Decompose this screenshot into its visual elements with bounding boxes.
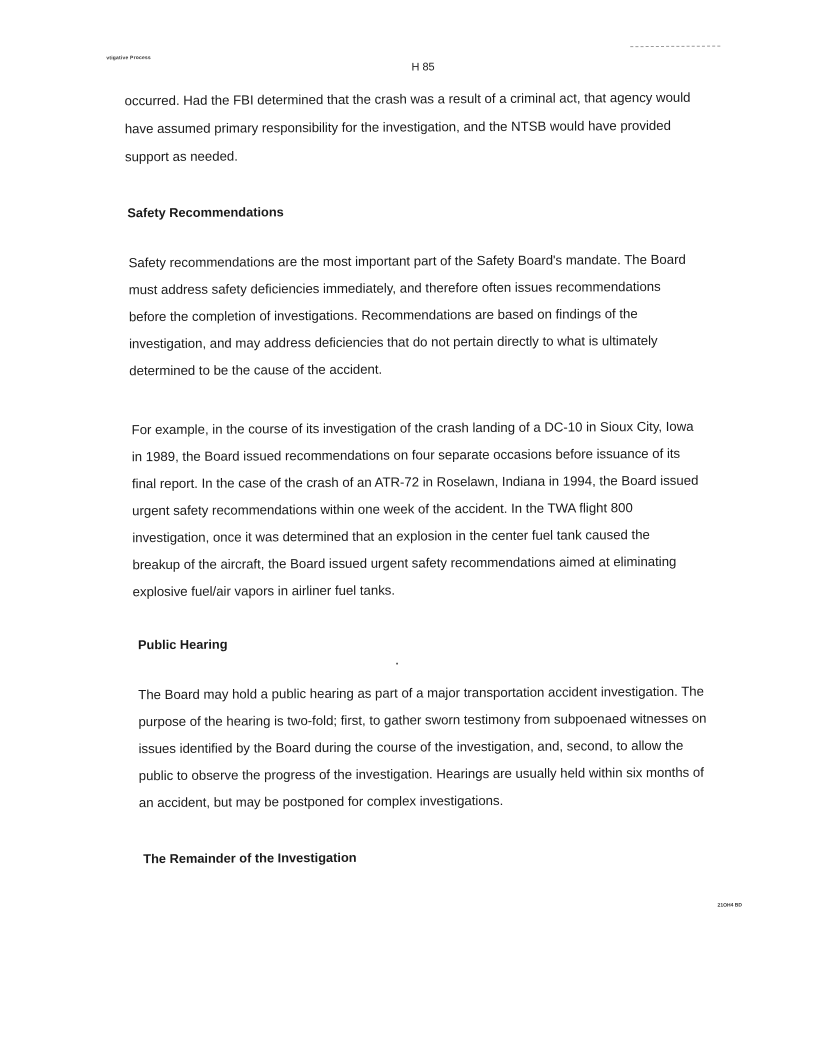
- text-line: investigation, and may address deficiencies that do not pertain directly to what is ultimately: [129, 332, 658, 352]
- text-line: For example, in the course of its investigation of the crash landing of a DC-10 in Sioux City, Iowa: [131, 418, 694, 438]
- section-heading: Safety Recommendations: [127, 204, 284, 221]
- text-line: urgent safety recommendations within one week of the accident. In the TWA flight 800: [132, 500, 633, 519]
- text-line: before the completion of investigations. Recommendations are based on findings of the: [128, 306, 638, 325]
- text-line: occurred. Had the FBI determined that the crash was a result of a criminal act, that agency would: [124, 89, 691, 109]
- scan-speck: [396, 663, 398, 665]
- scan-artifact-rule: [630, 46, 720, 49]
- text-line: purpose of the hearing is two-fold; first, to gather sworn testimony from subpoenaed witnesses on: [138, 710, 707, 730]
- text-line: issues identified by the Board during the course of the investigation, and, second, to allow the: [138, 737, 684, 757]
- text-line: final report. In the case of the crash of an ATR-72 in Roselawn, Indiana in 1994, the Board issued: [131, 472, 699, 492]
- text-line: The Board may hold a public hearing as part of a major transportation accident investigation. The: [138, 683, 704, 703]
- text-line: must address safety deficiencies immediately, and therefore often issues recommendations: [128, 278, 661, 298]
- text-line: investigation, once it was determined that an explosion in the center fuel tank caused the: [132, 527, 650, 546]
- text-line: breakup of the aircraft, the Board issued urgent safety recommendations aimed at eliminating: [132, 553, 677, 573]
- text-line: public to observe the progress of the investigation. Hearings are usually held within six months of: [138, 764, 704, 784]
- running-header: vtigative Process: [106, 55, 151, 62]
- page-number: H 85: [411, 61, 435, 74]
- section-heading: The Remainder of the Investigation: [143, 849, 357, 867]
- text-line: explosive fuel/air vapors in airliner fuel tanks.: [132, 582, 396, 600]
- footer-code: 21OH4 BD: [717, 902, 743, 909]
- text-line: an accident, but may be postponed for complex investigations.: [138, 792, 504, 811]
- text-line: determined to be the cause of the accident.: [129, 361, 383, 379]
- text-line: Safety recommendations are the most important part of the Safety Board's mandate. The Board: [128, 251, 686, 271]
- section-heading: Public Hearing: [137, 636, 228, 653]
- text-line: support as needed.: [124, 148, 238, 165]
- text-line: in 1989, the Board issued recommendations on four separate occasions before issuance of its: [131, 445, 681, 465]
- text-line: have assumed primary responsibility for the investigation, and the NTSB would have provided: [124, 117, 671, 137]
